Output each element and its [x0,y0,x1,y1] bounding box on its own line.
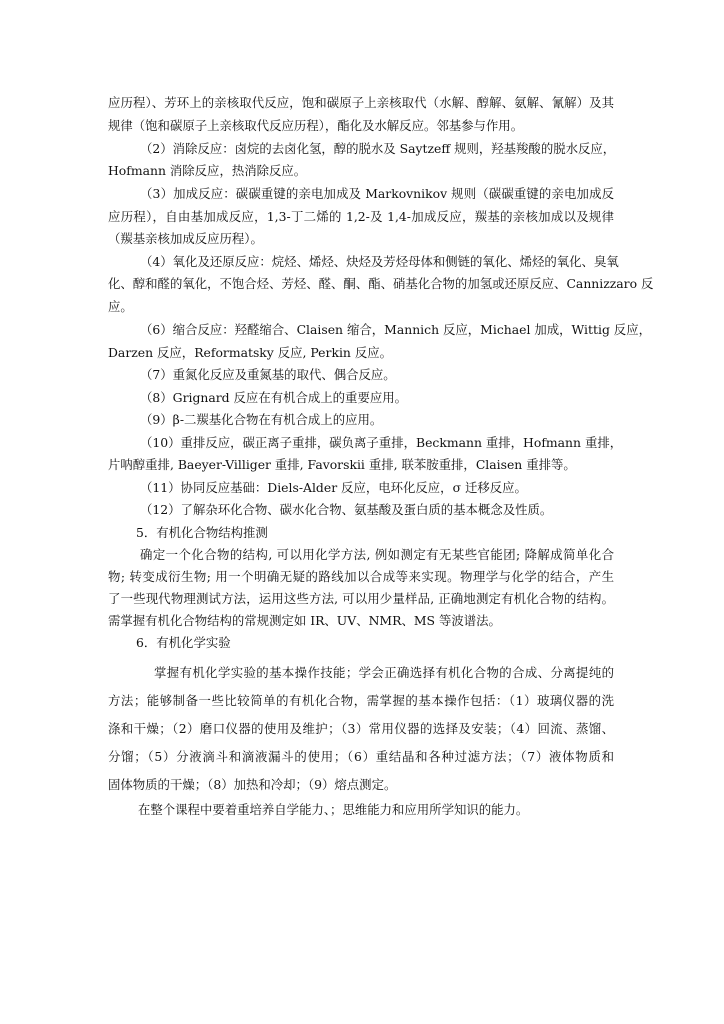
text-line: 化、醇和醛的氧化，不饱合烃、芳烃、醛、酮、酯、硝基化合物的加氢或还原反应、Cannizzaro 反 [108,276,654,291]
text-line: Hofmann 消除反应，热消除反应。 [108,163,307,178]
text-line: 需掌握有机化合物结构的常规测定如 IR、UV、NMR、MS 等波谱法。 [108,613,501,628]
text-line: 确定一个化合物的结构, 可以用化学方法, 例如测定有无某些官能团; 降解成简单化合 [140,547,614,562]
section-heading: 6．有机化学实验 [136,635,231,650]
text-line: （6）缩合反应：羟醛缩合、Claisen 缩合，Mannich 反应，Michael 加成，Wittig 反应， [140,322,651,337]
text-line: （11）协同反应基础：Diels-Alder 反应，电环化反应，σ 迁移反应。 [140,480,527,495]
text-line: （7）重氮化反应及重氮基的取代、偶合反应。 [140,367,396,382]
text-line: 涤和干燥；（2）磨口仪器的使用及维护；（3）常用仪器的选择及安装；（4）回流、蒸馏、 [108,721,614,736]
section-heading: 5．有机化合物结构推测 [136,525,268,540]
text-line: （2）消除反应：卤烷的去卤化氢，醇的脱水及 Saytzeff 规则，羟基羧酸的脱水反应， [140,141,616,156]
text-line: （12）了解杂环化合物、碳水化合物、氨基酸及蛋白质的基本概念及性质。 [140,502,553,517]
text-line: （4）氧化及还原反应：烷烃、烯烃、炔烃及芳烃母体和侧链的氧化、烯烃的氧化、臭氧 [140,254,619,269]
text-line: 方法；能够制备一些比较简单的有机化合物，需掌握的基本操作包括：（1）玻璃仪器的洗 [108,693,614,708]
text-line: 规律（饱和碳原子上亲核取代反应历程），酯化及水解反应。邻基参与作用。 [108,118,524,133]
text-line: 了一些现代物理测试方法，运用这些方法, 可以用少量样品, 正确地测定有机化合物的结构。 [108,591,614,606]
text-line: 分馏；（5）分液滴斗和滴液漏斗的使用；（6）重结晶和各种过滤方法；（7）液体物质和 [108,749,614,764]
text-line: 固体物质的干燥；（8）加热和冷却；（9）熔点测定。 [108,777,397,792]
text-line: Darzen 反应，Reformatsky 反应, Perkin 反应。 [108,345,393,360]
text-line: （8）Grignard 反应在有机合成上的重要应用。 [140,390,408,405]
text-line: （9）β-二羰基化合物在有机合成上的应用。 [140,412,383,427]
text-line: （10）重排反应，碳正离子重排，碳负离子重排，Beckmann 重排，Hofmann 重排， [140,435,623,450]
text-line: 应历程）、芳环上的亲核取代反应，饱和碳原子上亲核取代（水解、醇解、氨解、氰解）及其 [108,95,614,110]
text-line: （羰基亲核加成反应历程）。 [108,231,263,246]
text-line: （3）加成反应：碳碳重键的亲电加成及 Markovnikov 规则（碳碳重键的亲电加成反 [140,186,614,201]
text-line: 应。 [108,299,133,314]
text-line: 物; 转变成衍生物; 用一个明确无疑的路线加以合成等来实现。物理学与化学的结合，产生 [108,569,614,584]
text-line: 掌握有机化学实验的基本操作技能；学会正确选择有机化合物的合成、分离提纯的 [154,665,614,680]
text-line: 在整个课程中要着重培养自学能力、；思维能力和应用所学知识的能力。 [138,802,529,817]
text-line: 应历程），自由基加成反应，1,3-丁二烯的 1,2-及 1,4-加成反应，羰基的亲核加成以及规律 [108,209,614,224]
text-line: 片呐醇重排, Baeyer-Villiger 重排, Favorskii 重排, 联苯胺重排，Claisen 重排等。 [108,457,576,472]
